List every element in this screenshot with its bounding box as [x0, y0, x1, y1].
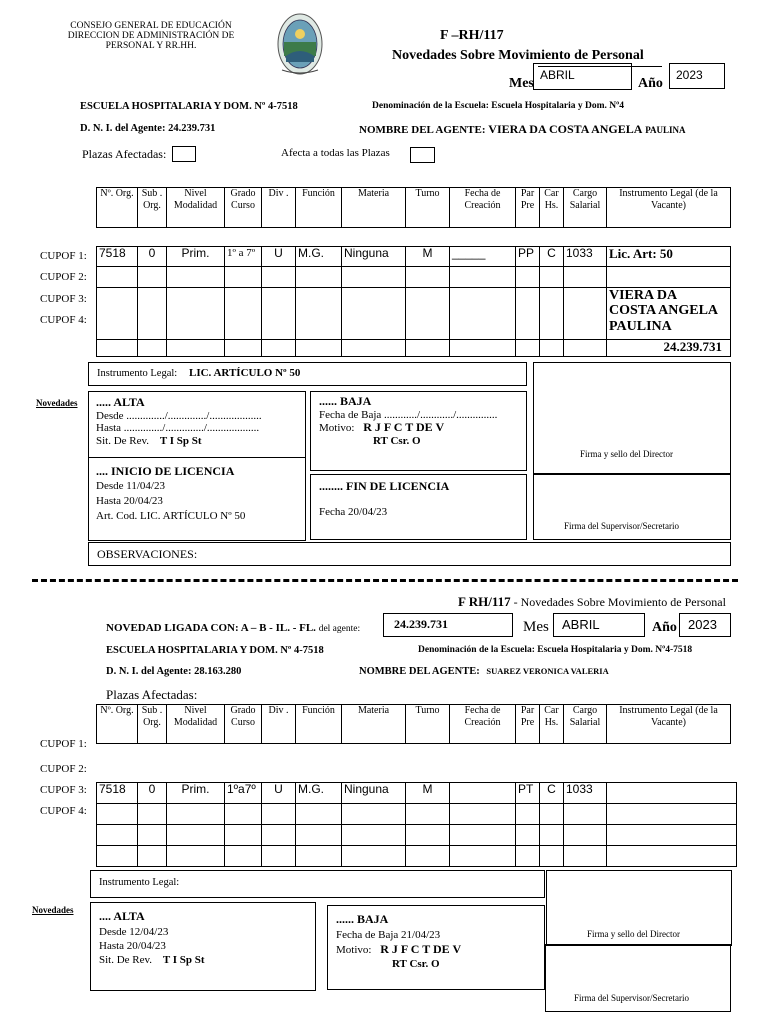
form2-baja-fecha[interactable]: Fecha de Baja 21/04/23	[336, 928, 441, 941]
cell[interactable]	[296, 267, 342, 288]
form2-alta-title: .... ALTA	[99, 909, 145, 923]
cell[interactable]: M	[406, 247, 450, 267]
cell[interactable]	[167, 340, 225, 357]
alta-hasta[interactable]: Hasta ............../............../...................	[96, 422, 260, 435]
agente-name-line: COSTA ANGELA	[609, 303, 719, 319]
novedades-label: Novedades	[36, 398, 78, 408]
agente-name-cell	[607, 288, 731, 340]
cell[interactable]	[450, 267, 516, 288]
form2-nombre-value: SUAREZ VERONICA VALERIA	[486, 666, 609, 676]
form2-title-text: - Novedades Sobre Movimiento de Personal	[510, 595, 726, 609]
cell[interactable]	[406, 288, 450, 340]
cupof-3-label: CUPOF 3:	[40, 293, 87, 305]
form2-data-table	[96, 782, 737, 867]
cell[interactable]	[262, 340, 296, 357]
cell[interactable]	[516, 288, 540, 340]
form2-alta-desde[interactable]: Desde 12/04/23	[99, 925, 169, 938]
observaciones-label: OBSERVACIONES:	[97, 547, 198, 561]
form2-escuela: ESCUELA HOSPITALARIA Y DOM. Nº 4-7518	[106, 645, 324, 656]
cell[interactable]	[262, 267, 296, 288]
org-header	[66, 22, 236, 52]
firma-director-box[interactable]	[533, 362, 731, 474]
cell[interactable]	[225, 804, 262, 825]
cell[interactable]	[262, 804, 296, 825]
nombre-value: VIERA DA COSTA ANGELA	[488, 122, 643, 136]
col-header: Materia	[342, 188, 406, 228]
form2-mes-field[interactable]: ABRIL	[553, 613, 645, 637]
cell[interactable]	[296, 340, 342, 357]
form2-agente-nombre	[359, 666, 609, 677]
col-header: Sub . Org.	[138, 188, 167, 228]
form2-anio-field[interactable]: 2023	[679, 613, 731, 637]
form2-firma-supervisor-label: Firma del Supervisor/Secretario	[574, 993, 689, 1003]
col-header: Grado Curso	[225, 188, 262, 228]
form2-firma-director-label: Firma y sello del Director	[587, 929, 680, 939]
cell[interactable]	[540, 340, 564, 357]
form2-firma-director-box[interactable]	[546, 870, 732, 946]
cell[interactable]	[167, 825, 225, 846]
col-header: Turno	[406, 188, 450, 228]
cell[interactable]	[564, 825, 607, 846]
afecta-todas-checkbox[interactable]	[410, 147, 435, 163]
form2-dni-label: D. N. I. del Agente: 28.163.280	[106, 666, 242, 677]
table-row	[97, 247, 731, 267]
cell[interactable]	[262, 846, 296, 867]
col-header: Div .	[262, 705, 296, 744]
form2-alta-sit-label: Sit. De Rev.	[99, 954, 153, 967]
cupof-4-label: CUPOF 4:	[40, 314, 87, 326]
mes-label: Mes	[509, 76, 534, 91]
cell[interactable]: 7518	[97, 247, 138, 267]
baja-box	[310, 391, 527, 471]
cell[interactable]: 1ºa7º	[225, 783, 262, 804]
cell[interactable]	[564, 267, 607, 288]
cell[interactable]: _____	[450, 247, 516, 267]
cell[interactable]: M.G.	[296, 247, 342, 267]
form2-anio-label: Año	[652, 620, 677, 635]
afecta-todas-label: Afecta a todas las Plazas	[281, 147, 390, 159]
form2-novedades-label: Novedades	[32, 905, 74, 915]
cell[interactable]	[97, 825, 138, 846]
firma-supervisor-box[interactable]	[533, 474, 731, 540]
form2-baja-title: ...... BAJA	[336, 912, 389, 926]
cell[interactable]	[167, 804, 225, 825]
col-header: Par Pre	[516, 188, 540, 228]
baja-motivo-options-2[interactable]: RT Csr. O	[373, 435, 421, 448]
cell[interactable]	[540, 804, 564, 825]
baja-title: ...... BAJA	[319, 394, 372, 408]
mes-field[interactable]: ABRIL	[533, 63, 632, 90]
cell[interactable]	[450, 288, 516, 340]
table-row	[97, 288, 731, 340]
form2-firma-supervisor-box[interactable]	[545, 944, 731, 1012]
cell[interactable]: C	[540, 247, 564, 267]
cell[interactable]	[97, 288, 138, 340]
observaciones-box[interactable]	[88, 542, 731, 566]
table-row	[97, 825, 737, 846]
cell[interactable]	[262, 825, 296, 846]
form2-baja-motivo-label: Motivo:	[336, 943, 372, 956]
col-header: Función	[296, 188, 342, 228]
cell[interactable]: 1033	[564, 783, 607, 804]
table-row	[97, 340, 731, 357]
form1-header-table	[96, 187, 731, 228]
firma-supervisor-label: Firma del Supervisor/Secretario	[564, 521, 679, 531]
form2-baja-motivo-options-2[interactable]: RT Csr. O	[392, 958, 440, 971]
agente-nombre	[359, 122, 686, 137]
cell[interactable]	[296, 825, 342, 846]
cell[interactable]	[540, 825, 564, 846]
form2-cupof-1-label: CUPOF 1:	[40, 738, 87, 750]
inicio-licencia-title: .... INICIO DE LICENCIA	[96, 464, 235, 478]
ligada-options: NOVEDAD LIGADA CON: A – B - IL. - FL.	[106, 622, 316, 634]
form2-instrumento-box[interactable]	[90, 870, 545, 898]
agente-name-line: PAULINA	[609, 318, 672, 334]
form2-alta-box	[90, 902, 316, 991]
col-header: Par Pre	[516, 705, 540, 744]
cell[interactable]: 0	[138, 783, 167, 804]
cell[interactable]	[167, 267, 225, 288]
cell[interactable]: M	[406, 783, 450, 804]
form2-nombre-label: NOMBRE DEL AGENTE:	[359, 666, 480, 677]
cell[interactable]	[406, 846, 450, 867]
agente-name-line: VIERA DA	[609, 288, 678, 303]
cell[interactable]	[342, 804, 406, 825]
col-header: Cargo Salarial	[564, 705, 607, 744]
col-header: Fecha de Creación	[450, 188, 516, 228]
cell[interactable]	[406, 825, 450, 846]
baja-motivo-label: Motivo:	[319, 422, 355, 435]
cell[interactable]	[138, 804, 167, 825]
cell[interactable]: Ninguna	[342, 783, 406, 804]
cell[interactable]	[138, 825, 167, 846]
cell[interactable]	[564, 846, 607, 867]
dni-label: D. N. I. del Agente: 24.239.731	[80, 123, 216, 134]
org-line-1: CONSEJO GENERAL DE EDUCACIÓN	[70, 21, 232, 31]
cell[interactable]: C	[540, 783, 564, 804]
cell[interactable]	[516, 267, 540, 288]
cell[interactable]	[450, 340, 516, 357]
instrumento-value: LIC. ARTÍCULO Nº 50	[189, 367, 301, 379]
escuela-label: ESCUELA HOSPITALARIA Y DOM. Nº 4-7518	[80, 101, 298, 112]
cell[interactable]	[97, 267, 138, 288]
cell[interactable]	[138, 267, 167, 288]
divider	[88, 457, 306, 458]
alta-sit-label: Sit. De Rev.	[96, 435, 150, 448]
form2-cupof-4-label: CUPOF 4:	[40, 805, 87, 817]
cupof-2-label: CUPOF 2:	[40, 271, 87, 283]
cell[interactable]	[342, 825, 406, 846]
cell[interactable]: Ninguna	[342, 247, 406, 267]
form2-plazas-afectadas: Plazas Afectadas:	[106, 687, 198, 702]
cell[interactable]	[225, 267, 262, 288]
denominacion-label: Denominación de la Escuela: Escuela Hospitalaria y Dom. Nº4	[372, 101, 624, 111]
cell[interactable]	[540, 288, 564, 340]
cell[interactable]	[450, 846, 516, 867]
cell[interactable]	[564, 288, 607, 340]
cell[interactable]	[516, 846, 540, 867]
cell[interactable]: 7518	[97, 783, 138, 804]
fin-licencia-title: ........ FIN DE LICENCIA	[319, 479, 450, 493]
cell[interactable]	[225, 825, 262, 846]
cell[interactable]	[138, 288, 167, 340]
instrumento-label: Instrumento Legal:	[97, 368, 178, 379]
col-header: Turno	[406, 705, 450, 744]
form2-cupof-3-label: CUPOF 3:	[40, 784, 87, 796]
cell[interactable]: 0	[138, 247, 167, 267]
form2-alta-hasta[interactable]: Hasta 20/04/23	[99, 939, 166, 952]
cell[interactable]	[564, 340, 607, 357]
cell[interactable]	[225, 846, 262, 867]
col-header: Div .	[262, 188, 296, 228]
agente-dni-cell: 24.239.731	[607, 340, 731, 357]
fin-licencia-box	[310, 474, 527, 540]
cell[interactable]	[516, 825, 540, 846]
cell[interactable]: Prim.	[167, 247, 225, 267]
table-row	[97, 846, 737, 867]
cell[interactable]	[138, 340, 167, 357]
form2-title	[458, 594, 726, 610]
col-header: Nº. Org.	[97, 705, 138, 744]
col-header: Car Hs.	[540, 188, 564, 228]
licencia-desde[interactable]: Desde 11/04/23	[96, 480, 165, 493]
cell[interactable]	[607, 846, 737, 867]
alta-sit-options[interactable]: T I Sp St	[159, 435, 202, 448]
form2-baja-box	[327, 905, 545, 990]
cell[interactable]	[342, 267, 406, 288]
cell[interactable]	[97, 340, 138, 357]
cell[interactable]	[406, 804, 450, 825]
cut-line	[32, 579, 738, 582]
cell[interactable]	[167, 846, 225, 867]
cell[interactable]: M.G.	[296, 783, 342, 804]
col-header: Instrumento Legal (de la Vacante)	[607, 705, 731, 744]
cell[interactable]	[607, 783, 737, 804]
cell[interactable]: Prim.	[167, 783, 225, 804]
cell[interactable]	[167, 288, 225, 340]
form-code: F –RH/117	[440, 28, 504, 43]
fin-licencia-fecha[interactable]: Fecha 20/04/23	[319, 506, 388, 518]
form2-code: F RH/117	[458, 594, 511, 609]
cell[interactable]	[450, 825, 516, 846]
licencia-hasta[interactable]: Hasta 20/04/23	[96, 495, 163, 508]
anio-label: Año	[638, 76, 663, 91]
cell[interactable]	[342, 340, 406, 357]
cell[interactable]: PP	[516, 247, 540, 267]
baja-motivo-options[interactable]: R J F C T DE V	[363, 420, 445, 435]
cell[interactable]: 1033	[564, 247, 607, 267]
cell[interactable]	[342, 846, 406, 867]
alta-section	[96, 396, 306, 448]
cell[interactable]	[296, 288, 342, 340]
col-header: Instrumento Legal (de la Vacante)	[607, 188, 731, 228]
cell[interactable]	[296, 846, 342, 867]
alta-title: ..... ALTA	[96, 395, 145, 409]
cell[interactable]	[540, 267, 564, 288]
ligada-label	[106, 622, 360, 634]
cell[interactable]	[97, 804, 138, 825]
cell[interactable]	[406, 267, 450, 288]
cell[interactable]	[450, 783, 516, 804]
org-line-2: DIRECCION DE ADMINISTRACIÓN DE	[67, 30, 235, 41]
ligada-suffix: del agente:	[318, 624, 361, 634]
table-row	[97, 267, 731, 288]
form1-data-table	[96, 246, 731, 357]
org-line-3: PERSONAL Y RR.HH.	[105, 40, 197, 51]
cell[interactable]	[406, 340, 450, 357]
alta-desde[interactable]: Desde ............../............../...................	[96, 409, 262, 422]
col-header: Nº. Org.	[97, 188, 138, 228]
col-header: Fecha de Creación	[450, 705, 516, 744]
col-header: Car Hs.	[540, 705, 564, 744]
cell[interactable]	[97, 846, 138, 867]
col-header: Sub . Org.	[138, 705, 167, 744]
col-header: Grado Curso	[225, 705, 262, 744]
col-header: Cargo Salarial	[564, 188, 607, 228]
plazas-afectadas-checkbox[interactable]	[172, 146, 196, 162]
provincial-seal-icon	[276, 12, 324, 76]
anio-field[interactable]: 2023	[669, 63, 725, 89]
cupof-1-label: CUPOF 1:	[40, 250, 87, 262]
plazas-afectadas-label: Plazas Afectadas:	[82, 147, 167, 161]
form-title: Novedades Sobre Movimiento de Personal	[392, 48, 644, 63]
firma-director-label: Firma y sello del Director	[580, 449, 673, 459]
cell[interactable]: U	[262, 247, 296, 267]
cell[interactable]	[607, 825, 737, 846]
form2-instrumento-label: Instrumento Legal:	[99, 877, 180, 888]
inicio-licencia-section	[96, 463, 306, 524]
form2-mes-label: Mes	[523, 619, 549, 635]
cell[interactable]	[225, 340, 262, 357]
cell[interactable]: 1º a 7º	[225, 247, 262, 267]
cell[interactable]	[225, 288, 262, 340]
cell[interactable]	[564, 804, 607, 825]
cell[interactable]: U	[262, 783, 296, 804]
cell[interactable]: PT	[516, 783, 540, 804]
instrumento-legal-box[interactable]	[88, 362, 527, 386]
baja-fecha[interactable]: Fecha de Baja ............/............/...............	[319, 408, 498, 421]
table-row	[97, 783, 737, 804]
col-header: Nivel Modalidad	[167, 705, 225, 744]
cell[interactable]	[450, 804, 516, 825]
cell[interactable]	[516, 804, 540, 825]
form2-baja-motivo-options[interactable]: R J F C T DE V	[380, 941, 462, 956]
col-header: Función	[296, 705, 342, 744]
cell[interactable]	[296, 804, 342, 825]
cell[interactable]	[262, 288, 296, 340]
form2-alta-sit-options[interactable]: T I Sp St	[162, 954, 205, 967]
cell[interactable]	[607, 267, 731, 288]
cell[interactable]	[540, 846, 564, 867]
cell[interactable]: Lic. Art: 50	[607, 247, 731, 267]
ligada-dni-field[interactable]: 24.239.731	[383, 613, 513, 637]
form2-denominacion: Denominación de la Escuela: Escuela Hospitalaria y Dom. Nº4-7518	[418, 645, 693, 655]
form2-header-table	[96, 704, 731, 744]
form2-cupof-2-label: CUPOF 2:	[40, 763, 87, 775]
table-row	[97, 804, 737, 825]
nombre-label: NOMBRE DEL AGENTE:	[359, 124, 486, 136]
col-header: Materia	[342, 705, 406, 744]
cell[interactable]	[138, 846, 167, 867]
cell[interactable]	[342, 288, 406, 340]
cell[interactable]	[607, 804, 737, 825]
licencia-articulo[interactable]: Art. Cod. LIC. ARTÍCULO Nº 50	[96, 509, 246, 522]
cell[interactable]	[516, 340, 540, 357]
nombre-value-2: PAULINA	[645, 125, 686, 135]
col-header: Nivel Modalidad	[167, 188, 225, 228]
